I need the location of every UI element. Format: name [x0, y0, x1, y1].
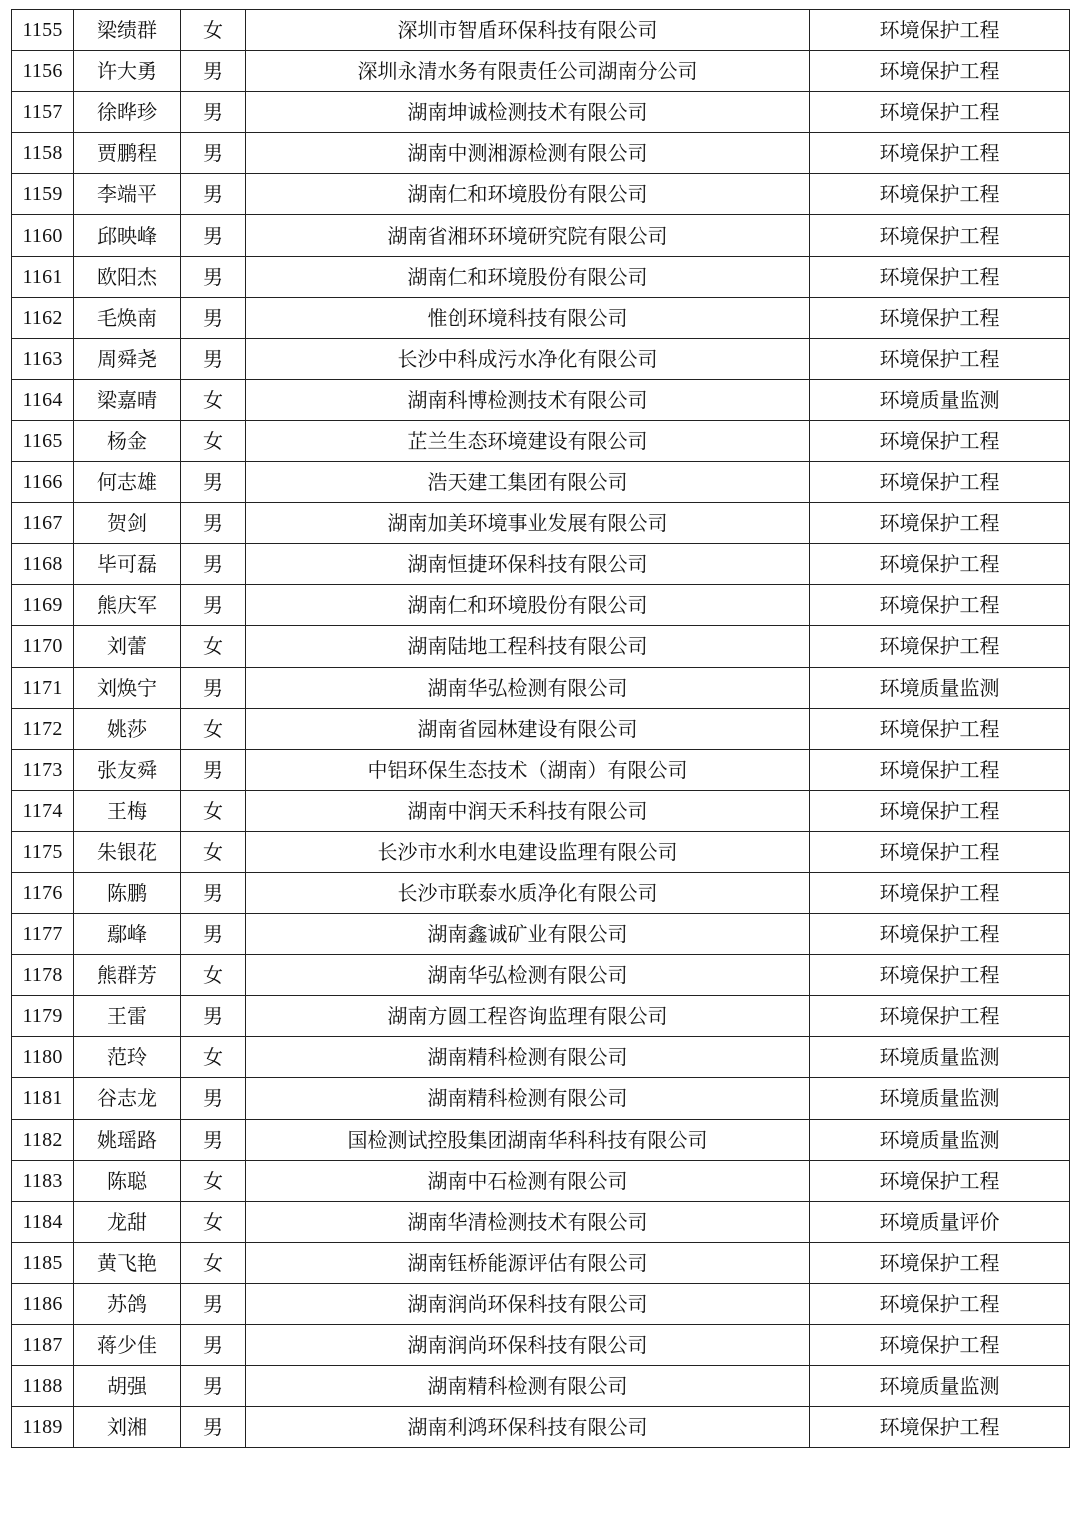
cell-gender: 女 — [181, 831, 246, 872]
cell-name: 陈鹏 — [74, 872, 181, 913]
cell-specialty: 环境质量监测 — [810, 1037, 1070, 1078]
cell-organization: 深圳市智盾环保科技有限公司 — [246, 10, 810, 51]
cell-organization: 湖南加美环境事业发展有限公司 — [246, 503, 810, 544]
table-row — [12, 1325, 1070, 1366]
table-row — [12, 1160, 1070, 1201]
table-row — [12, 708, 1070, 749]
table-row — [12, 462, 1070, 503]
cell-specialty: 环境保护工程 — [810, 338, 1070, 379]
cell-organization: 湖南华弘检测有限公司 — [246, 955, 810, 996]
cell-name: 谷志龙 — [74, 1078, 181, 1119]
cell-organization: 湖南中测湘源检测有限公司 — [246, 133, 810, 174]
table-row — [12, 1037, 1070, 1078]
cell-name: 蒋少佳 — [74, 1325, 181, 1366]
cell-specialty: 环境保护工程 — [810, 92, 1070, 133]
cell-specialty: 环境保护工程 — [810, 133, 1070, 174]
cell-name: 姚莎 — [74, 708, 181, 749]
cell-number: 1175 — [12, 831, 74, 872]
cell-organization: 湖南科博检测技术有限公司 — [246, 379, 810, 420]
cell-name: 王梅 — [74, 790, 181, 831]
cell-name: 贾鹏程 — [74, 133, 181, 174]
cell-organization: 湖南华清检测技术有限公司 — [246, 1201, 810, 1242]
cell-number: 1189 — [12, 1407, 74, 1448]
cell-number: 1177 — [12, 914, 74, 955]
cell-gender: 女 — [181, 1201, 246, 1242]
cell-specialty: 环境保护工程 — [810, 1160, 1070, 1201]
cell-organization: 湖南鑫诚矿业有限公司 — [246, 914, 810, 955]
cell-number: 1181 — [12, 1078, 74, 1119]
table-row — [12, 1407, 1070, 1448]
cell-organization: 湖南润尚环保科技有限公司 — [246, 1325, 810, 1366]
cell-specialty: 环境保护工程 — [810, 749, 1070, 790]
cell-specialty: 环境保护工程 — [810, 462, 1070, 503]
cell-specialty: 环境保护工程 — [810, 996, 1070, 1037]
cell-name: 贺剑 — [74, 503, 181, 544]
cell-gender: 女 — [181, 708, 246, 749]
cell-name: 苏鸽 — [74, 1283, 181, 1324]
cell-number: 1162 — [12, 297, 74, 338]
cell-number: 1187 — [12, 1325, 74, 1366]
cell-organization: 国检测试控股集团湖南华科科技有限公司 — [246, 1119, 810, 1160]
cell-name: 何志雄 — [74, 462, 181, 503]
cell-number: 1168 — [12, 544, 74, 585]
cell-number: 1182 — [12, 1119, 74, 1160]
cell-specialty: 环境质量监测 — [810, 379, 1070, 420]
table-row — [12, 503, 1070, 544]
cell-gender: 男 — [181, 1325, 246, 1366]
cell-name: 黄飞艳 — [74, 1242, 181, 1283]
cell-specialty: 环境保护工程 — [810, 1325, 1070, 1366]
cell-gender: 女 — [181, 1037, 246, 1078]
cell-number: 1161 — [12, 256, 74, 297]
cell-number: 1183 — [12, 1160, 74, 1201]
cell-gender: 男 — [181, 338, 246, 379]
table-row — [12, 914, 1070, 955]
cell-name: 刘焕宁 — [74, 667, 181, 708]
cell-name: 龙甜 — [74, 1201, 181, 1242]
table-row — [12, 1201, 1070, 1242]
cell-specialty: 环境保护工程 — [810, 10, 1070, 51]
cell-specialty: 环境保护工程 — [810, 1283, 1070, 1324]
table-row — [12, 996, 1070, 1037]
cell-name: 姚瑶路 — [74, 1119, 181, 1160]
cell-gender: 男 — [181, 1407, 246, 1448]
cell-organization: 湖南恒捷环保科技有限公司 — [246, 544, 810, 585]
cell-name: 刘湘 — [74, 1407, 181, 1448]
cell-name: 刘蕾 — [74, 626, 181, 667]
cell-gender: 男 — [181, 462, 246, 503]
cell-gender: 男 — [181, 1078, 246, 1119]
cell-specialty: 环境保护工程 — [810, 872, 1070, 913]
cell-organization: 芷兰生态环境建设有限公司 — [246, 420, 810, 461]
cell-specialty: 环境质量监测 — [810, 667, 1070, 708]
cell-specialty: 环境质量评价 — [810, 1201, 1070, 1242]
cell-name: 熊群芳 — [74, 955, 181, 996]
cell-number: 1169 — [12, 585, 74, 626]
cell-number: 1172 — [12, 708, 74, 749]
cell-gender: 女 — [181, 790, 246, 831]
cell-number: 1170 — [12, 626, 74, 667]
cell-number: 1166 — [12, 462, 74, 503]
cell-name: 熊庆军 — [74, 585, 181, 626]
table-row — [12, 585, 1070, 626]
cell-organization: 湖南利鸿环保科技有限公司 — [246, 1407, 810, 1448]
cell-gender: 女 — [181, 1242, 246, 1283]
cell-number: 1173 — [12, 749, 74, 790]
cell-organization: 湖南精科检测有限公司 — [246, 1037, 810, 1078]
table-row — [12, 1366, 1070, 1407]
cell-name: 鄢峰 — [74, 914, 181, 955]
table-row — [12, 215, 1070, 256]
cell-organization: 湖南中石检测有限公司 — [246, 1160, 810, 1201]
cell-number: 1163 — [12, 338, 74, 379]
cell-specialty: 环境保护工程 — [810, 708, 1070, 749]
cell-specialty: 环境质量监测 — [810, 1078, 1070, 1119]
cell-name: 毛焕南 — [74, 297, 181, 338]
cell-specialty: 环境保护工程 — [810, 256, 1070, 297]
cell-gender: 男 — [181, 585, 246, 626]
cell-number: 1165 — [12, 420, 74, 461]
cell-specialty: 环境保护工程 — [810, 955, 1070, 996]
cell-organization: 长沙市水利水电建设监理有限公司 — [246, 831, 810, 872]
table-row — [12, 297, 1070, 338]
cell-organization: 湖南仁和环境股份有限公司 — [246, 174, 810, 215]
cell-gender: 女 — [181, 955, 246, 996]
table-row — [12, 790, 1070, 831]
cell-number: 1178 — [12, 955, 74, 996]
cell-organization: 湖南方圆工程咨询监理有限公司 — [246, 996, 810, 1037]
cell-name: 王雷 — [74, 996, 181, 1037]
cell-specialty: 环境保护工程 — [810, 503, 1070, 544]
cell-gender: 男 — [181, 256, 246, 297]
cell-name: 梁嘉晴 — [74, 379, 181, 420]
cell-organization: 湖南钰桥能源评估有限公司 — [246, 1242, 810, 1283]
cell-gender: 男 — [181, 503, 246, 544]
table-row — [12, 10, 1070, 51]
table-row — [12, 626, 1070, 667]
roster-table-body — [12, 10, 1070, 1448]
cell-number: 1171 — [12, 667, 74, 708]
cell-organization: 长沙市联泰水质净化有限公司 — [246, 872, 810, 913]
cell-specialty: 环境保护工程 — [810, 626, 1070, 667]
cell-organization: 湖南坤诚检测技术有限公司 — [246, 92, 810, 133]
cell-name: 梁绩群 — [74, 10, 181, 51]
cell-gender: 男 — [181, 215, 246, 256]
cell-number: 1186 — [12, 1283, 74, 1324]
cell-gender: 男 — [181, 297, 246, 338]
cell-organization: 湖南华弘检测有限公司 — [246, 667, 810, 708]
cell-organization: 长沙中科成污水净化有限公司 — [246, 338, 810, 379]
cell-number: 1188 — [12, 1366, 74, 1407]
cell-name: 许大勇 — [74, 51, 181, 92]
cell-number: 1180 — [12, 1037, 74, 1078]
table-row — [12, 133, 1070, 174]
table-row — [12, 420, 1070, 461]
table-row — [12, 174, 1070, 215]
cell-gender: 女 — [181, 10, 246, 51]
cell-gender: 男 — [181, 1283, 246, 1324]
cell-number: 1167 — [12, 503, 74, 544]
cell-organization: 湖南中润天禾科技有限公司 — [246, 790, 810, 831]
cell-specialty: 环境保护工程 — [810, 51, 1070, 92]
cell-name: 李端平 — [74, 174, 181, 215]
cell-organization: 湖南省湘环环境研究院有限公司 — [246, 215, 810, 256]
cell-number: 1179 — [12, 996, 74, 1037]
cell-number: 1185 — [12, 1242, 74, 1283]
cell-specialty: 环境保护工程 — [810, 1407, 1070, 1448]
cell-number: 1164 — [12, 379, 74, 420]
cell-organization: 湖南省园林建设有限公司 — [246, 708, 810, 749]
cell-specialty: 环境质量监测 — [810, 1366, 1070, 1407]
cell-number: 1156 — [12, 51, 74, 92]
cell-name: 徐晔珍 — [74, 92, 181, 133]
cell-specialty: 环境保护工程 — [810, 297, 1070, 338]
table-row — [12, 1283, 1070, 1324]
table-row — [12, 256, 1070, 297]
cell-gender: 女 — [181, 1160, 246, 1201]
cell-organization: 湖南陆地工程科技有限公司 — [246, 626, 810, 667]
cell-number: 1176 — [12, 872, 74, 913]
cell-gender: 男 — [181, 1366, 246, 1407]
cell-organization: 惟创环境科技有限公司 — [246, 297, 810, 338]
table-row — [12, 831, 1070, 872]
roster-table — [11, 9, 1070, 1448]
cell-number: 1157 — [12, 92, 74, 133]
cell-gender: 男 — [181, 92, 246, 133]
cell-organization: 湖南仁和环境股份有限公司 — [246, 585, 810, 626]
cell-specialty: 环境保护工程 — [810, 215, 1070, 256]
cell-specialty: 环境保护工程 — [810, 914, 1070, 955]
cell-organization: 浩天建工集团有限公司 — [246, 462, 810, 503]
cell-gender: 女 — [181, 379, 246, 420]
table-row — [12, 51, 1070, 92]
cell-name: 欧阳杰 — [74, 256, 181, 297]
cell-organization: 湖南润尚环保科技有限公司 — [246, 1283, 810, 1324]
table-row — [12, 1078, 1070, 1119]
table-row — [12, 667, 1070, 708]
table-row — [12, 92, 1070, 133]
cell-name: 范玲 — [74, 1037, 181, 1078]
cell-gender: 男 — [181, 996, 246, 1037]
cell-organization: 湖南仁和环境股份有限公司 — [246, 256, 810, 297]
cell-number: 1159 — [12, 174, 74, 215]
cell-specialty: 环境保护工程 — [810, 420, 1070, 461]
cell-gender: 女 — [181, 420, 246, 461]
table-row — [12, 1119, 1070, 1160]
cell-gender: 男 — [181, 749, 246, 790]
table-row — [12, 749, 1070, 790]
cell-gender: 男 — [181, 133, 246, 174]
cell-name: 邱映峰 — [74, 215, 181, 256]
cell-gender: 女 — [181, 626, 246, 667]
cell-specialty: 环境质量监测 — [810, 1119, 1070, 1160]
cell-name: 朱银花 — [74, 831, 181, 872]
cell-gender: 男 — [181, 914, 246, 955]
table-row — [12, 872, 1070, 913]
cell-specialty: 环境保护工程 — [810, 544, 1070, 585]
cell-gender: 男 — [181, 544, 246, 585]
cell-name: 张友舜 — [74, 749, 181, 790]
cell-name: 陈聪 — [74, 1160, 181, 1201]
cell-name: 周舜尧 — [74, 338, 181, 379]
cell-number: 1155 — [12, 10, 74, 51]
cell-organization: 中铝环保生态技术（湖南）有限公司 — [246, 749, 810, 790]
cell-name: 毕可磊 — [74, 544, 181, 585]
cell-name: 胡强 — [74, 1366, 181, 1407]
cell-specialty: 环境保护工程 — [810, 790, 1070, 831]
cell-number: 1158 — [12, 133, 74, 174]
table-row — [12, 338, 1070, 379]
cell-number: 1174 — [12, 790, 74, 831]
cell-specialty: 环境保护工程 — [810, 1242, 1070, 1283]
cell-specialty: 环境保护工程 — [810, 585, 1070, 626]
cell-gender: 男 — [181, 872, 246, 913]
cell-specialty: 环境保护工程 — [810, 174, 1070, 215]
table-row — [12, 955, 1070, 996]
cell-gender: 男 — [181, 1119, 246, 1160]
cell-number: 1184 — [12, 1201, 74, 1242]
cell-organization: 湖南精科检测有限公司 — [246, 1366, 810, 1407]
cell-specialty: 环境保护工程 — [810, 831, 1070, 872]
cell-gender: 男 — [181, 174, 246, 215]
cell-name: 杨金 — [74, 420, 181, 461]
cell-gender: 男 — [181, 667, 246, 708]
cell-organization: 深圳永清水务有限责任公司湖南分公司 — [246, 51, 810, 92]
table-row — [12, 1242, 1070, 1283]
table-row — [12, 379, 1070, 420]
cell-organization: 湖南精科检测有限公司 — [246, 1078, 810, 1119]
roster-page — [11, 9, 1069, 1448]
cell-number: 1160 — [12, 215, 74, 256]
table-row — [12, 544, 1070, 585]
cell-gender: 男 — [181, 51, 246, 92]
